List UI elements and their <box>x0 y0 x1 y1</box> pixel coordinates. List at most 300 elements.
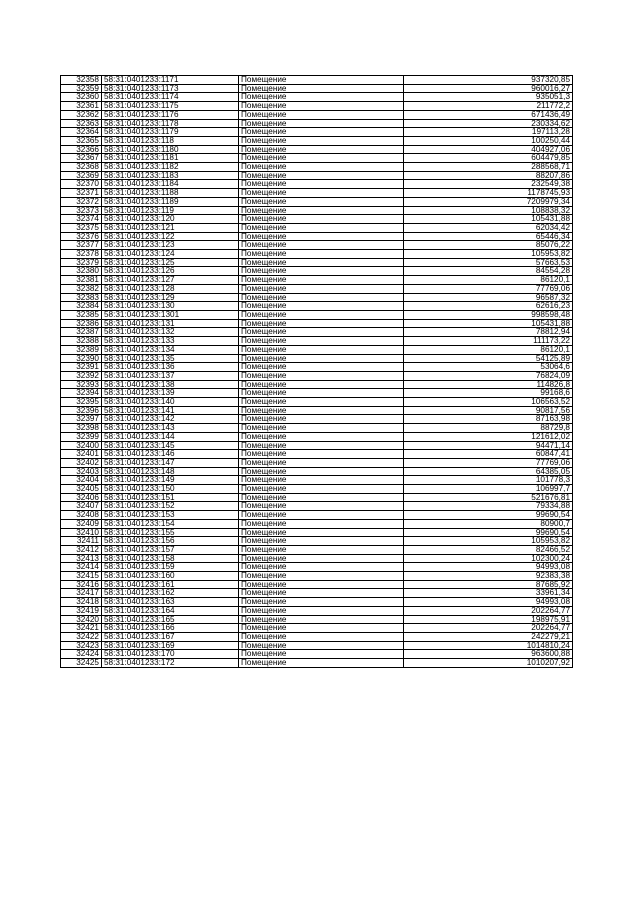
cadastral-value-cell: 935051,3 <box>404 93 573 102</box>
table-row <box>61 467 573 476</box>
object-type-cell: Помещение <box>239 276 404 285</box>
object-type-cell: Помещение <box>239 136 404 145</box>
cadastral-value-cell: 94993,08 <box>404 598 573 607</box>
cadastral-value-cell: 77769,06 <box>404 284 573 293</box>
row-number-cell: 32377 <box>61 241 102 250</box>
table-row <box>61 76 573 85</box>
cadastral-number-cell: 58:31:0401233:126 <box>102 267 239 276</box>
row-number-cell: 32407 <box>61 502 102 511</box>
table-row <box>61 511 573 520</box>
object-type-cell: Помещение <box>239 102 404 111</box>
row-number-cell: 32410 <box>61 528 102 537</box>
cadastral-number-cell: 58:31:0401233:151 <box>102 493 239 502</box>
cadastral-number-cell: 58:31:0401233:159 <box>102 563 239 572</box>
row-number-cell: 32375 <box>61 223 102 232</box>
object-type-cell: Помещение <box>239 267 404 276</box>
object-type-cell: Помещение <box>239 293 404 302</box>
table-row <box>61 163 573 172</box>
object-type-cell: Помещение <box>239 580 404 589</box>
cadastral-number-cell: 58:31:0401233:123 <box>102 241 239 250</box>
row-number-cell: 32388 <box>61 337 102 346</box>
row-number-cell: 32415 <box>61 572 102 581</box>
table-row <box>61 302 573 311</box>
row-number-cell: 32395 <box>61 398 102 407</box>
row-number-cell: 32421 <box>61 624 102 633</box>
object-type-cell: Помещение <box>239 615 404 624</box>
row-number-cell: 32404 <box>61 476 102 485</box>
cadastral-value-table <box>60 75 573 668</box>
cadastral-number-cell: 58:31:0401233:143 <box>102 424 239 433</box>
row-number-cell: 32406 <box>61 493 102 502</box>
cadastral-value-cell: 82466,52 <box>404 545 573 554</box>
cadastral-value-cell: 963600,88 <box>404 650 573 659</box>
object-type-cell: Помещение <box>239 598 404 607</box>
row-number-cell: 32393 <box>61 380 102 389</box>
table-row <box>61 250 573 259</box>
row-number-cell: 32390 <box>61 354 102 363</box>
cadastral-number-cell: 58:31:0401233:119 <box>102 206 239 215</box>
table-row <box>61 598 573 607</box>
object-type-cell: Помещение <box>239 485 404 494</box>
table-row <box>61 215 573 224</box>
object-type-cell: Помещение <box>239 545 404 554</box>
row-number-cell: 32360 <box>61 93 102 102</box>
object-type-cell: Помещение <box>239 354 404 363</box>
object-type-cell: Помещение <box>239 206 404 215</box>
table-row <box>61 267 573 276</box>
object-type-cell: Помещение <box>239 223 404 232</box>
table-row <box>61 485 573 494</box>
table-row <box>61 206 573 215</box>
object-type-cell: Помещение <box>239 511 404 520</box>
row-number-cell: 32385 <box>61 310 102 319</box>
row-number-cell: 32424 <box>61 650 102 659</box>
object-type-cell: Помещение <box>239 650 404 659</box>
cadastral-number-cell: 58:31:0401233:167 <box>102 633 239 642</box>
cadastral-value-cell: 90817,56 <box>404 406 573 415</box>
row-number-cell: 32413 <box>61 554 102 563</box>
row-number-cell: 32380 <box>61 267 102 276</box>
table-row <box>61 615 573 624</box>
cadastral-value-cell: 60847,41 <box>404 450 573 459</box>
row-number-cell: 32367 <box>61 154 102 163</box>
object-type-cell: Помещение <box>239 398 404 407</box>
cadastral-number-cell: 58:31:0401233:121 <box>102 223 239 232</box>
table-row <box>61 102 573 111</box>
table-row <box>61 154 573 163</box>
row-number-cell: 32405 <box>61 485 102 494</box>
object-type-cell: Помещение <box>239 215 404 224</box>
cadastral-number-cell: 58:31:0401233:153 <box>102 511 239 520</box>
cadastral-value-cell: 77769,06 <box>404 458 573 467</box>
table-row <box>61 624 573 633</box>
object-type-cell: Помещение <box>239 519 404 528</box>
table-row <box>61 345 573 354</box>
object-type-cell: Помещение <box>239 302 404 311</box>
row-number-cell: 32409 <box>61 519 102 528</box>
table-row <box>61 537 573 546</box>
cadastral-value-cell: 102300,24 <box>404 554 573 563</box>
row-number-cell: 32411 <box>61 537 102 546</box>
object-type-cell: Помещение <box>239 641 404 650</box>
row-number-cell: 32364 <box>61 128 102 137</box>
row-number-cell: 32368 <box>61 163 102 172</box>
cadastral-value-cell: 7209979,34 <box>404 197 573 206</box>
table-row <box>61 189 573 198</box>
object-type-cell: Помещение <box>239 145 404 154</box>
cadastral-value-cell: 64385,05 <box>404 467 573 476</box>
object-type-cell: Помещение <box>239 128 404 137</box>
table-row <box>61 136 573 145</box>
object-type-cell: Помещение <box>239 250 404 259</box>
cadastral-value-cell: 114826,8 <box>404 380 573 389</box>
object-type-cell: Помещение <box>239 476 404 485</box>
cadastral-number-cell: 58:31:0401233:138 <box>102 380 239 389</box>
object-type-cell: Помещение <box>239 493 404 502</box>
row-number-cell: 32416 <box>61 580 102 589</box>
cadastral-number-cell: 58:31:0401233:1178 <box>102 119 239 128</box>
table-row <box>61 406 573 415</box>
row-number-cell: 32365 <box>61 136 102 145</box>
row-number-cell: 32402 <box>61 458 102 467</box>
cadastral-value-cell: 211772,2 <box>404 102 573 111</box>
cadastral-number-cell: 58:31:0401233:1175 <box>102 102 239 111</box>
cadastral-value-cell: 84554,28 <box>404 267 573 276</box>
cadastral-number-cell: 58:31:0401233:1182 <box>102 163 239 172</box>
cadastral-value-cell: 106997,7 <box>404 485 573 494</box>
row-number-cell: 32379 <box>61 258 102 267</box>
table-row <box>61 659 573 668</box>
row-number-cell: 32396 <box>61 406 102 415</box>
object-type-cell: Помещение <box>239 606 404 615</box>
table-row <box>61 110 573 119</box>
row-number-cell: 32423 <box>61 641 102 650</box>
cadastral-number-cell: 58:31:0401233:142 <box>102 415 239 424</box>
cadastral-value-cell: 105953,82 <box>404 250 573 259</box>
row-number-cell: 32425 <box>61 659 102 668</box>
row-number-cell: 32394 <box>61 389 102 398</box>
table-row <box>61 328 573 337</box>
cadastral-number-cell: 58:31:0401233:135 <box>102 354 239 363</box>
cadastral-value-cell: 65446,34 <box>404 232 573 241</box>
table-row <box>61 650 573 659</box>
table-row <box>61 371 573 380</box>
table-row <box>61 258 573 267</box>
object-type-cell: Помещение <box>239 537 404 546</box>
cadastral-value-cell: 197113,28 <box>404 128 573 137</box>
row-number-cell: 32374 <box>61 215 102 224</box>
table-row <box>61 276 573 285</box>
cadastral-number-cell: 58:31:0401233:172 <box>102 659 239 668</box>
table-row <box>61 476 573 485</box>
cadastral-value-cell: 92383,38 <box>404 572 573 581</box>
object-type-cell: Помещение <box>239 163 404 172</box>
cadastral-value-cell: 100250,44 <box>404 136 573 145</box>
row-number-cell: 32372 <box>61 197 102 206</box>
cadastral-number-cell: 58:31:0401233:161 <box>102 580 239 589</box>
cadastral-number-cell: 58:31:0401233:149 <box>102 476 239 485</box>
row-number-cell: 32359 <box>61 84 102 93</box>
object-type-cell: Помещение <box>239 380 404 389</box>
cadastral-number-cell: 58:31:0401233:147 <box>102 458 239 467</box>
cadastral-number-cell: 58:31:0401233:152 <box>102 502 239 511</box>
cadastral-value-cell: 76824,09 <box>404 371 573 380</box>
cadastral-number-cell: 58:31:0401233:154 <box>102 519 239 528</box>
cadastral-value-cell: 88207,86 <box>404 171 573 180</box>
table-row <box>61 223 573 232</box>
object-type-cell: Помещение <box>239 93 404 102</box>
cadastral-value-cell: 88729,8 <box>404 424 573 433</box>
object-type-cell: Помещение <box>239 363 404 372</box>
cadastral-value-cell: 57663,53 <box>404 258 573 267</box>
cadastral-number-cell: 58:31:0401233:170 <box>102 650 239 659</box>
cadastral-number-cell: 58:31:0401233:155 <box>102 528 239 537</box>
cadastral-number-cell: 58:31:0401233:125 <box>102 258 239 267</box>
row-number-cell: 32370 <box>61 180 102 189</box>
table-row <box>61 424 573 433</box>
row-number-cell: 32400 <box>61 441 102 450</box>
cadastral-value-cell: 121612,02 <box>404 432 573 441</box>
row-number-cell: 32386 <box>61 319 102 328</box>
cadastral-value-cell: 105431,88 <box>404 215 573 224</box>
cadastral-number-cell: 58:31:0401233:130 <box>102 302 239 311</box>
table-row <box>61 450 573 459</box>
object-type-cell: Помещение <box>239 319 404 328</box>
cadastral-value-cell: 78812,94 <box>404 328 573 337</box>
cadastral-number-cell: 58:31:0401233:145 <box>102 441 239 450</box>
cadastral-number-cell: 58:31:0401233:133 <box>102 337 239 346</box>
cadastral-number-cell: 58:31:0401233:139 <box>102 389 239 398</box>
table-row <box>61 93 573 102</box>
table-row <box>61 354 573 363</box>
row-number-cell: 32384 <box>61 302 102 311</box>
object-type-cell: Помещение <box>239 328 404 337</box>
cadastral-number-cell: 58:31:0401233:134 <box>102 345 239 354</box>
cadastral-value-cell: 96587,32 <box>404 293 573 302</box>
cadastral-value-cell: 80900,7 <box>404 519 573 528</box>
cadastral-number-cell: 58:31:0401233:129 <box>102 293 239 302</box>
cadastral-number-cell: 58:31:0401233:169 <box>102 641 239 650</box>
cadastral-number-cell: 58:31:0401233:140 <box>102 398 239 407</box>
cadastral-number-cell: 58:31:0401233:148 <box>102 467 239 476</box>
cadastral-number-cell: 58:31:0401233:137 <box>102 371 239 380</box>
table-row <box>61 197 573 206</box>
cadastral-number-cell: 58:31:0401233:124 <box>102 250 239 259</box>
table-row <box>61 310 573 319</box>
cadastral-number-cell: 58:31:0401233:1301 <box>102 310 239 319</box>
row-number-cell: 32378 <box>61 250 102 259</box>
object-type-cell: Помещение <box>239 528 404 537</box>
cadastral-number-cell: 58:31:0401233:141 <box>102 406 239 415</box>
object-type-cell: Помещение <box>239 241 404 250</box>
object-type-cell: Помещение <box>239 432 404 441</box>
object-type-cell: Помещение <box>239 458 404 467</box>
table-row <box>61 284 573 293</box>
object-type-cell: Помещение <box>239 441 404 450</box>
object-type-cell: Помещение <box>239 467 404 476</box>
object-type-cell: Помещение <box>239 406 404 415</box>
row-number-cell: 32412 <box>61 545 102 554</box>
cadastral-value-cell: 99690,54 <box>404 511 573 520</box>
row-number-cell: 32399 <box>61 432 102 441</box>
object-type-cell: Помещение <box>239 415 404 424</box>
table-row <box>61 554 573 563</box>
object-type-cell: Помещение <box>239 154 404 163</box>
cadastral-number-cell: 58:31:0401233:164 <box>102 606 239 615</box>
object-type-cell: Помещение <box>239 589 404 598</box>
object-type-cell: Помещение <box>239 258 404 267</box>
cadastral-number-cell: 58:31:0401233:1188 <box>102 189 239 198</box>
cadastral-value-cell: 53064,6 <box>404 363 573 372</box>
cadastral-number-cell: 58:31:0401233:1176 <box>102 110 239 119</box>
row-number-cell: 32376 <box>61 232 102 241</box>
cadastral-value-cell: 232549,38 <box>404 180 573 189</box>
cadastral-number-cell: 58:31:0401233:118 <box>102 136 239 145</box>
object-type-cell: Помещение <box>239 84 404 93</box>
object-type-cell: Помещение <box>239 624 404 633</box>
cadastral-value-cell: 404927,06 <box>404 145 573 154</box>
object-type-cell: Помещение <box>239 659 404 668</box>
table-row <box>61 563 573 572</box>
cadastral-number-cell: 58:31:0401233:144 <box>102 432 239 441</box>
object-type-cell: Помещение <box>239 424 404 433</box>
table-row <box>61 84 573 93</box>
cadastral-value-cell: 1178745,93 <box>404 189 573 198</box>
row-number-cell: 32389 <box>61 345 102 354</box>
table-row <box>61 145 573 154</box>
table-row <box>61 389 573 398</box>
cadastral-value-cell: 86120,1 <box>404 276 573 285</box>
cadastral-value-cell: 198975,91 <box>404 615 573 624</box>
object-type-cell: Помещение <box>239 284 404 293</box>
cadastral-value-cell: 79334,88 <box>404 502 573 511</box>
cadastral-number-cell: 58:31:0401233:132 <box>102 328 239 337</box>
cadastral-value-cell: 111173,22 <box>404 337 573 346</box>
row-number-cell: 32387 <box>61 328 102 337</box>
row-number-cell: 32422 <box>61 633 102 642</box>
cadastral-number-cell: 58:31:0401233:162 <box>102 589 239 598</box>
object-type-cell: Помещение <box>239 345 404 354</box>
cadastral-value-cell: 671436,49 <box>404 110 573 119</box>
table-body <box>61 76 573 668</box>
table-row <box>61 493 573 502</box>
row-number-cell: 32381 <box>61 276 102 285</box>
cadastral-value-cell: 1014810,24 <box>404 641 573 650</box>
cadastral-value-cell: 62034,42 <box>404 223 573 232</box>
row-number-cell: 32373 <box>61 206 102 215</box>
cadastral-number-cell: 58:31:0401233:146 <box>102 450 239 459</box>
table-row <box>61 415 573 424</box>
object-type-cell: Помещение <box>239 232 404 241</box>
table-row <box>61 398 573 407</box>
row-number-cell: 32418 <box>61 598 102 607</box>
table-row <box>61 171 573 180</box>
cadastral-value-cell: 202264,77 <box>404 624 573 633</box>
row-number-cell: 32417 <box>61 589 102 598</box>
object-type-cell: Помещение <box>239 502 404 511</box>
cadastral-value-cell: 94993,08 <box>404 563 573 572</box>
cadastral-value-cell: 99690,54 <box>404 528 573 537</box>
cadastral-number-cell: 58:31:0401233:1181 <box>102 154 239 163</box>
cadastral-value-cell: 87685,92 <box>404 580 573 589</box>
cadastral-number-cell: 58:31:0401233:120 <box>102 215 239 224</box>
cadastral-number-cell: 58:31:0401233:1171 <box>102 76 239 85</box>
table-row <box>61 293 573 302</box>
object-type-cell: Помещение <box>239 171 404 180</box>
cadastral-number-cell: 58:31:0401233:1189 <box>102 197 239 206</box>
cadastral-value-cell: 99168,6 <box>404 389 573 398</box>
cadastral-number-cell: 58:31:0401233:1183 <box>102 171 239 180</box>
object-type-cell: Помещение <box>239 119 404 128</box>
cadastral-number-cell: 58:31:0401233:158 <box>102 554 239 563</box>
cadastral-number-cell: 58:31:0401233:1180 <box>102 145 239 154</box>
object-type-cell: Помещение <box>239 337 404 346</box>
cadastral-value-cell: 998598,48 <box>404 310 573 319</box>
object-type-cell: Помещение <box>239 563 404 572</box>
object-type-cell: Помещение <box>239 633 404 642</box>
table-row <box>61 119 573 128</box>
cadastral-value-cell: 101778,3 <box>404 476 573 485</box>
cadastral-number-cell: 58:31:0401233:136 <box>102 363 239 372</box>
cadastral-value-cell: 230334,62 <box>404 119 573 128</box>
cadastral-value-cell: 94471,14 <box>404 441 573 450</box>
cadastral-value-cell: 54125,89 <box>404 354 573 363</box>
cadastral-value-cell: 242279,21 <box>404 633 573 642</box>
object-type-cell: Помещение <box>239 76 404 85</box>
cadastral-value-cell: 937320,85 <box>404 76 573 85</box>
cadastral-value-cell: 1010207,92 <box>404 659 573 668</box>
cadastral-number-cell: 58:31:0401233:1184 <box>102 180 239 189</box>
row-number-cell: 32397 <box>61 415 102 424</box>
cadastral-value-cell: 105431,88 <box>404 319 573 328</box>
table-row <box>61 458 573 467</box>
cadastral-value-cell: 108838,32 <box>404 206 573 215</box>
cadastral-value-cell: 87163,98 <box>404 415 573 424</box>
table-row <box>61 319 573 328</box>
table-row <box>61 633 573 642</box>
object-type-cell: Помещение <box>239 110 404 119</box>
row-number-cell: 32369 <box>61 171 102 180</box>
row-number-cell: 32361 <box>61 102 102 111</box>
table-row <box>61 432 573 441</box>
object-type-cell: Помещение <box>239 180 404 189</box>
row-number-cell: 32398 <box>61 424 102 433</box>
row-number-cell: 32358 <box>61 76 102 85</box>
cadastral-value-cell: 960016,27 <box>404 84 573 93</box>
cadastral-value-cell: 604479,85 <box>404 154 573 163</box>
cadastral-value-cell: 105953,82 <box>404 537 573 546</box>
object-type-cell: Помещение <box>239 389 404 398</box>
row-number-cell: 32371 <box>61 189 102 198</box>
cadastral-number-cell: 58:31:0401233:1179 <box>102 128 239 137</box>
object-type-cell: Помещение <box>239 189 404 198</box>
row-number-cell: 32383 <box>61 293 102 302</box>
cadastral-number-cell: 58:31:0401233:157 <box>102 545 239 554</box>
cadastral-number-cell: 58:31:0401233:165 <box>102 615 239 624</box>
cadastral-number-cell: 58:31:0401233:1174 <box>102 93 239 102</box>
table-row <box>61 641 573 650</box>
row-number-cell: 32414 <box>61 563 102 572</box>
row-number-cell: 32392 <box>61 371 102 380</box>
cadastral-number-cell: 58:31:0401233:156 <box>102 537 239 546</box>
object-type-cell: Помещение <box>239 554 404 563</box>
row-number-cell: 32366 <box>61 145 102 154</box>
cadastral-value-cell: 106563,52 <box>404 398 573 407</box>
table-row <box>61 232 573 241</box>
row-number-cell: 32419 <box>61 606 102 615</box>
row-number-cell: 32420 <box>61 615 102 624</box>
cadastral-value-cell: 62616,23 <box>404 302 573 311</box>
